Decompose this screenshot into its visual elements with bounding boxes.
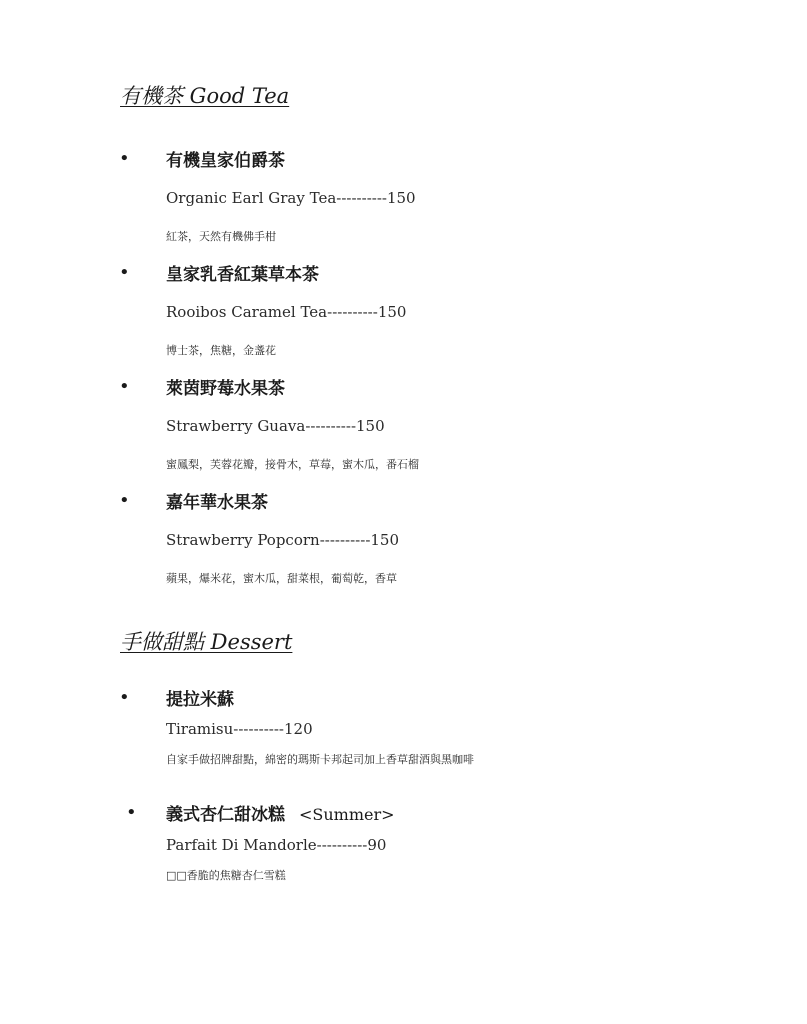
section-title-dessert: 手做甜點 Dessert	[120, 630, 293, 654]
item-english-name: Tiramisu	[166, 720, 234, 738]
section-title-good-tea: 有機茶 Good Tea	[120, 84, 290, 108]
bullet-icon: •	[119, 148, 130, 169]
item-dashes: ----------	[336, 189, 387, 207]
item-price: 120	[283, 720, 313, 738]
item-dashes: ----------	[316, 836, 368, 854]
item-english-name: Strawberry Popcorn	[166, 531, 320, 549]
item-english-name: Parfait Di Mandorle	[166, 836, 317, 854]
item-price-line	[166, 836, 386, 854]
bullet-icon: •	[126, 802, 137, 823]
item-price: 150	[386, 189, 416, 207]
item-dashes: ----------	[327, 303, 378, 321]
item-name: 提拉米蘇	[166, 690, 234, 710]
item-description: 紅茶，天然有機佛手柑	[166, 230, 276, 243]
item-dashes: ----------	[233, 720, 284, 738]
item-name: 皇家乳香紅葉草本茶	[166, 265, 319, 285]
item-price: 150	[370, 531, 400, 549]
item-name: 萊茵野莓水果茶	[166, 379, 285, 399]
item-price-line	[166, 303, 406, 321]
item-price-line	[166, 417, 385, 435]
item-english-name: Organic Earl Gray Tea	[166, 189, 337, 207]
item-name: 有機皇家伯爵茶	[166, 151, 285, 171]
bullet-icon: •	[119, 376, 130, 397]
item-name	[166, 800, 395, 825]
item-name-text: 義式杏仁甜冰糕	[166, 805, 285, 825]
bullet-icon: •	[119, 262, 130, 283]
item-price: 90	[367, 836, 387, 854]
item-price-line	[166, 720, 313, 738]
item-price: 150	[377, 303, 407, 321]
item-price: 150	[356, 417, 385, 435]
item-dashes: ----------	[305, 417, 357, 435]
item-description: 自家手做招牌甜點，綿密的瑪斯卡邦起司加上香草甜酒與黑咖啡	[166, 753, 474, 766]
item-description: 蘋果，爆米花，蜜木瓜，甜菜根，葡萄乾，香草	[166, 572, 397, 585]
item-name: 嘉年華水果茶	[166, 493, 268, 513]
item-english-name: Rooibos Caramel Tea	[166, 303, 328, 321]
item-tag: <Summer>	[299, 805, 395, 824]
item-price-line	[166, 189, 416, 207]
item-description: 博士茶，焦糖，金盞花	[166, 344, 276, 357]
item-description: □□香脆的焦糖杏仁雪糕	[166, 869, 286, 882]
bullet-icon: •	[119, 490, 130, 511]
item-english-name: Strawberry Guava	[166, 417, 306, 435]
item-dashes: ----------	[319, 531, 371, 549]
item-price-line	[166, 531, 399, 549]
item-description: 蜜鳳梨，芙蓉花瓣，接骨木，草莓，蜜木瓜，番石榴	[166, 458, 419, 471]
bullet-icon: •	[119, 687, 130, 708]
